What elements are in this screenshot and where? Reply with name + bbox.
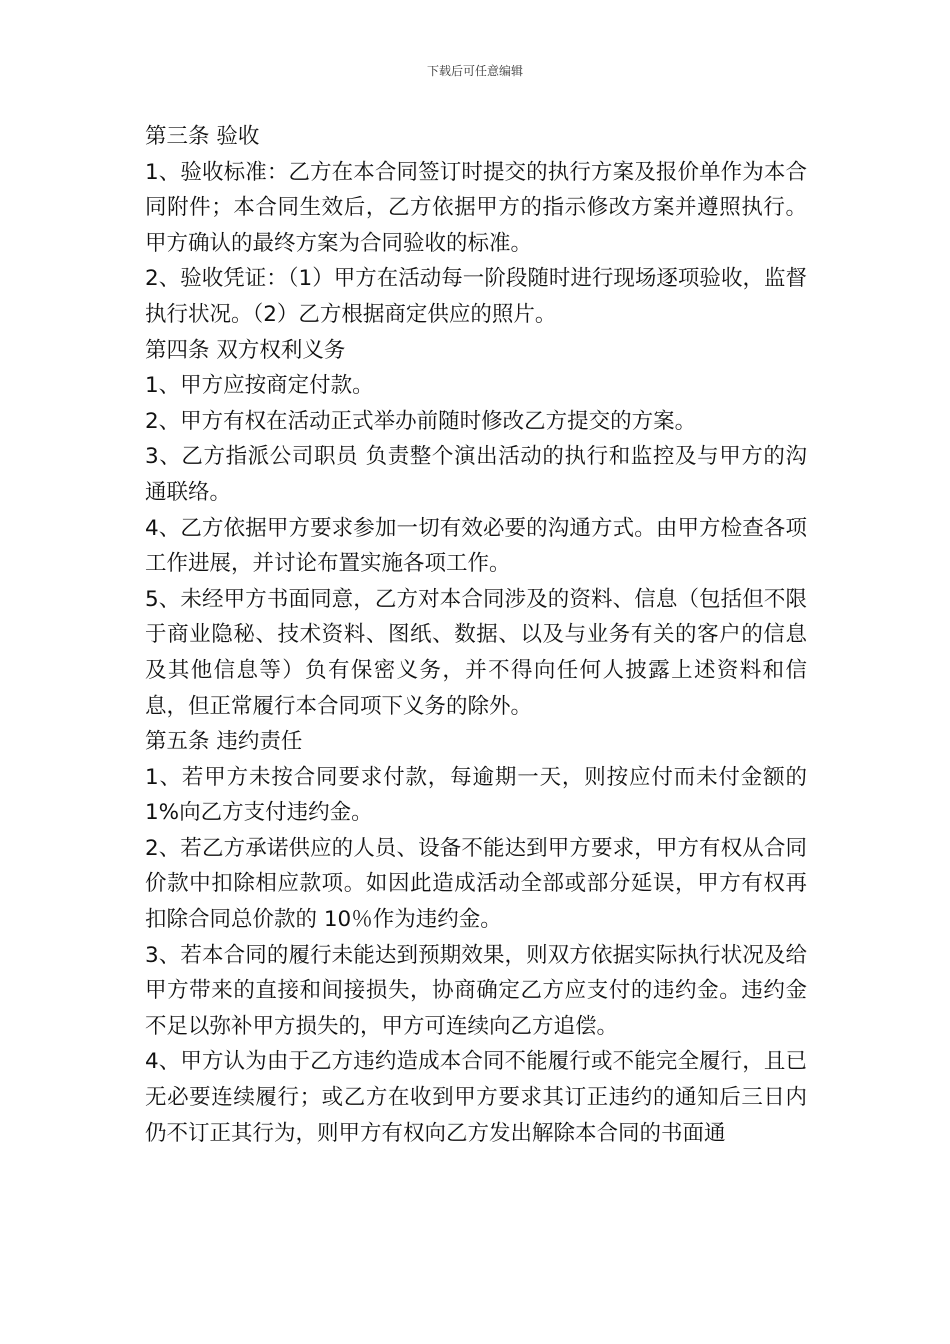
- clause-paragraph: 1、验收标准：乙方在本合同签订时提交的执行方案及报价单作为本合同附件；本合同生效后，乙方依据甲方的指示修改方案并遵照执行。甲方确认的最终方案为合同验收的标准。: [145, 159, 807, 256]
- section-heading-4: 第四条 双方权利义务: [145, 337, 346, 363]
- clause-paragraph: 2、甲方有权在活动正式举办前随时修改乙方提交的方案。: [145, 408, 697, 434]
- section-heading-3: 第三条 验收: [145, 124, 260, 149]
- clause-paragraph: 3、若本合同的履行未能达到预期效果，则双方依据实际执行状况及给甲方带来的直接和间接损失，协商确定乙方应支付的违约金。违约金不足以弥补甲方损失的，甲方可连续向乙方追偿。: [145, 942, 807, 1039]
- section-heading-5: 第五条 违约责任: [145, 729, 303, 755]
- clause-paragraph: 2、验收凭证：（1）甲方在活动每一阶段随时进行现场逐项验收，监督执行状况。（2）乙方根据商定供应的照片。: [145, 266, 807, 327]
- clause-paragraph: 4、乙方依据甲方要求参加一切有效必要的沟通方式。由甲方检查各项工作进展，并讨论布置实施各项工作。: [145, 515, 807, 577]
- document-body: [145, 119, 807, 1151]
- clause-paragraph: 1、若甲方未按合同要求付款，每逾期一天，则按应付而未付金额的1%向乙方支付违约金。: [145, 764, 807, 826]
- clause-paragraph: 3、乙方指派公司职员 负责整个演出活动的执行和监控及与甲方的沟通联络。: [145, 444, 807, 505]
- clause-paragraph: 5、未经甲方书面同意，乙方对本合同涉及的资料、信息（包括但不限于商业隐秘、技术资料、图纸、数据、以及与业务有关的客户的信息及其他信息等）负有保密义务，并不得向任何人披露上述资料和信息，但正常履行本合同项下义务的除外。: [145, 586, 807, 719]
- page-header: 下载后可任意编辑: [426, 64, 523, 78]
- clause-paragraph: 1、甲方应按商定付款。: [145, 373, 374, 399]
- clause-paragraph: 4、甲方认为由于乙方违约造成本合同不能履行或不能完全履行，且已无必要连续履行；或乙方在收到甲方要求其订正违约的通知后三日内仍不订正其行为，则甲方有权向乙方发出解除本合同的书面通: [145, 1049, 807, 1146]
- clause-paragraph: 2、若乙方承诺供应的人员、设备不能达到甲方要求，甲方有权从合同价款中扣除相应款项。如因此造成活动全部或部分延误，甲方有权再扣除合同总价款的 10％作为违约金。: [145, 835, 807, 933]
